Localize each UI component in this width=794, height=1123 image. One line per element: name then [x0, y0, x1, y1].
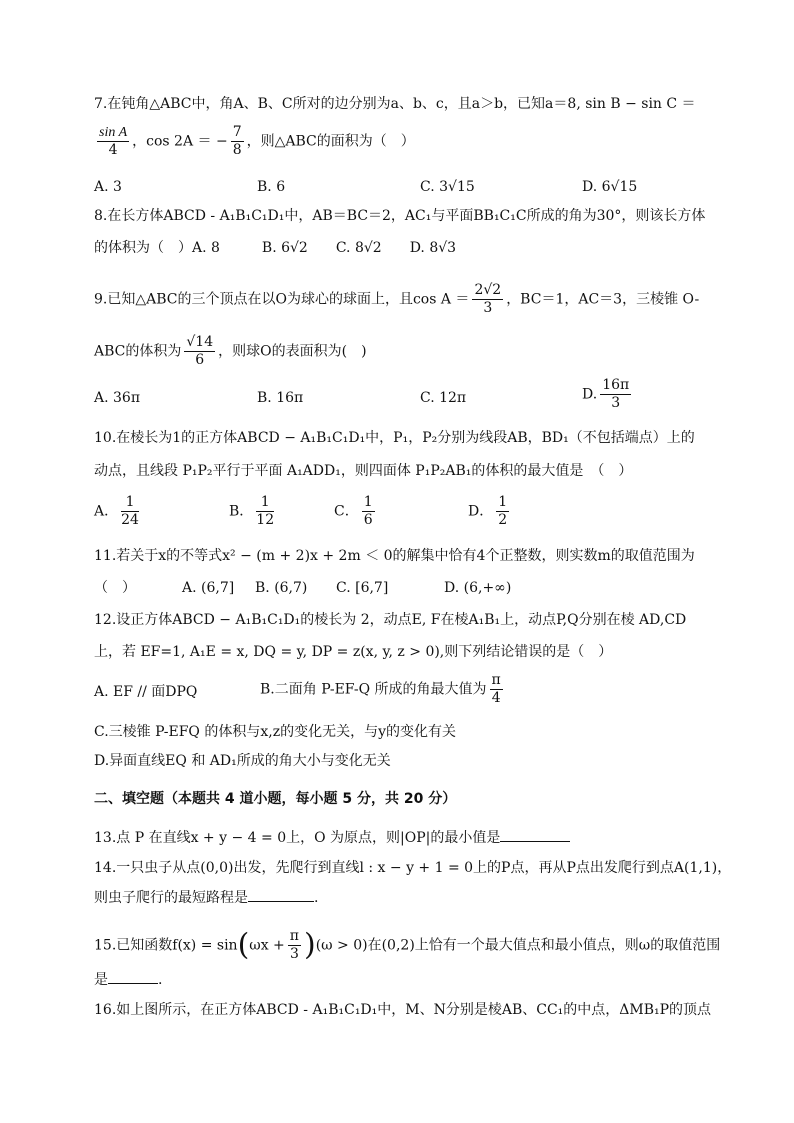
- q15-line2: 是 .: [94, 972, 163, 988]
- q15-line2-text: 是: [94, 972, 108, 988]
- q10-line2: 动点，且线段 P₁P₂平行于平面 A₁ADD₁，则四面体 P₁P₂AB₁的体积的最大值是 （ ）: [94, 463, 633, 479]
- q9-fraction-volume: [184, 334, 215, 369]
- q9-line2-end: ，则球O的表面积为( ): [218, 343, 367, 360]
- q7-line1: 7.在钝角△ABC中，角A、B、C所对的边分别为a、b、c，且a＞b，已知a＝8, sin B − sin C ＝: [94, 96, 696, 112]
- fraction-numerator: sin A: [99, 125, 128, 140]
- option-fraction: [496, 494, 509, 529]
- answer-blank[interactable]: [248, 889, 314, 902]
- q12-option-a: A. EF // 面DPQ: [94, 684, 198, 700]
- fraction-denominator: 8: [232, 142, 242, 158]
- fraction-numerator: √14: [186, 334, 214, 350]
- fraction-denominator: 3: [611, 395, 621, 411]
- q12-option-c: C.三棱锥 P-EFQ 的体积与x,z的变化无关，与y的变化有关: [94, 724, 456, 740]
- q7-line2-mid: ，cos 2A ＝ −: [132, 133, 228, 150]
- q15-line1-start: 15.已知函数f(x) = sin: [94, 937, 238, 954]
- option-label: A．: [94, 503, 119, 520]
- fraction-denominator: 6: [363, 512, 373, 528]
- fraction-numerator: π: [491, 672, 501, 688]
- q14-line2: 则虫子爬行的最短路程是 .: [94, 890, 319, 906]
- q10-option-c: [334, 494, 378, 529]
- option-label: C．: [334, 503, 359, 520]
- q7-option-a: A. 3: [94, 179, 122, 195]
- fraction-denominator: 3: [289, 946, 299, 962]
- q11-option-b: B. (6,7): [255, 580, 308, 596]
- option-fraction: [490, 672, 503, 707]
- answer-blank[interactable]: [108, 971, 158, 984]
- q16-line1: 16.如上图所示，在正方体ABCD - A₁B₁C₁D₁中，M、N分别是棱AB、CC₁的中点，ΔMB₁P的顶点: [94, 1002, 712, 1018]
- q7-option-c: C. 3√15: [420, 179, 475, 195]
- fraction-denominator: 6: [195, 352, 205, 368]
- fraction-numerator: 1: [121, 494, 139, 512]
- option-label: D．: [468, 503, 494, 520]
- q9-option-c: C. 12π: [420, 390, 467, 406]
- q9-line1-end: ，BC＝1，AC＝3，三棱锥 O-: [506, 291, 700, 308]
- q8-line2: 的体积为（ ）A. 8 B. 6√2 C. 8√2 D. 8√3: [94, 240, 457, 256]
- fraction-numerator: 1: [498, 494, 508, 510]
- q7-fraction-sinA-over-4: [97, 124, 129, 159]
- option-text: B.二面角 P-EF-Q 所成的角最大值为: [260, 681, 487, 698]
- q9-fraction-cosA: [472, 282, 503, 317]
- q10-option-a: [94, 494, 142, 529]
- q7-option-d: D. 6√15: [582, 179, 638, 195]
- option-fraction: [121, 494, 139, 529]
- q11-option-a: A. (6,7]: [182, 580, 235, 596]
- fraction-denominator: 3: [483, 300, 493, 316]
- q11-option-d: D. (6,+∞): [444, 580, 512, 596]
- section-heading-fill-in: 二、填空题（本题共 4 道小题，每小题 5 分，共 20 分）: [94, 791, 457, 807]
- q7-line2: [94, 124, 415, 159]
- q9-option-a: A. 36π: [94, 390, 141, 406]
- fraction-denominator: 12: [256, 512, 275, 528]
- q7-line2-end: ，则△ABC的面积为（ ）: [246, 133, 415, 150]
- fraction-denominator: 4: [108, 142, 118, 158]
- q15-fraction-pi-over-3: [288, 928, 301, 963]
- q9-line2: [94, 334, 367, 369]
- q9-option-b: B. 16π: [257, 390, 304, 406]
- option-label: D.: [582, 386, 598, 403]
- q7-fraction-7-over-8: [231, 124, 244, 159]
- fraction-numerator: 2√2: [474, 282, 502, 298]
- q15-line1-end: (ω > 0)在(0,2)上恰有一个最大值点和最小值点，则ω的取值范围: [315, 937, 721, 954]
- q12-line2: 上，若 EF=1, A₁E = x, DQ = y, DP = z(x, y, z > 0),则下列结论错误的是（ ）: [94, 644, 613, 660]
- q15-line1: 15.已知函数f(x) = sin(ωx + $\frac{\pi}{3}$ )(ω > 0)在(0,2)上恰有一个最大值点和最小值点，则ω的取值范围: [94, 927, 721, 963]
- q12-option-b: [260, 672, 506, 707]
- q9-option-d-fraction: [600, 377, 631, 412]
- q11-line1: 11.若关于x的不等式x² − (m + 2)x + 2m ＜ 0的解集中恰有4个正整数，则实数m的取值范围为: [94, 548, 695, 564]
- fraction-denominator: 4: [491, 690, 501, 706]
- q11-option-c: C. [6,7]: [336, 580, 389, 596]
- q10-option-d: [468, 494, 512, 529]
- q9-line2-start: ABC的体积为: [94, 343, 182, 360]
- option-fraction: [362, 494, 375, 529]
- q12-option-d: D.异面直线EQ 和 AD₁所成的角大小与变化无关: [94, 753, 391, 769]
- q9-option-d: [582, 377, 634, 412]
- q8-line1: 8.在长方体ABCD - A₁B₁C₁D₁中，AB＝BC＝2，AC₁与平面BB₁C₁C所成的角为30°，则该长方体: [94, 208, 706, 224]
- q12-line1: 12.设正方体ABCD − A₁B₁C₁D₁的棱长为 2，动点E, F在棱A₁B₁上，动点P,Q分别在棱 AD,CD: [94, 612, 687, 628]
- q10-line1: 10.在棱长为1的正方体ABCD − A₁B₁C₁D₁中，P₁，P₂分别为线段AB，BD₁（不包括端点）上的: [94, 430, 695, 446]
- q9-line1-start: 9.已知△ABC的三个顶点在以O为球心的球面上，且cos A ＝: [94, 291, 470, 308]
- fraction-numerator: 1: [363, 494, 373, 510]
- fraction-numerator: 7: [232, 124, 242, 140]
- q10-option-b: [229, 494, 277, 529]
- q7-option-b: B. 6: [257, 179, 286, 195]
- q14-line1: 14.一只虫子从点(0,0)出发，先爬行到直线l : x − y + 1 = 0上的P点，再从P点出发爬行到点A(1,1)，: [94, 860, 732, 876]
- fraction-numerator: 16π: [602, 377, 630, 393]
- fraction-denominator: 24: [121, 512, 139, 528]
- q9-line1: [94, 282, 699, 317]
- q13-line: [94, 828, 570, 848]
- option-fraction: [256, 494, 274, 529]
- q11-answer-paren: （ ）: [94, 580, 136, 596]
- answer-blank[interactable]: [500, 829, 570, 842]
- fraction-numerator: π: [289, 928, 299, 944]
- option-label: B．: [229, 503, 254, 520]
- q15-inner: ωx +: [249, 937, 285, 954]
- fraction-numerator: 1: [256, 494, 274, 512]
- q13-text: 13.点 P 在直线x + y − 4 = 0上，O 为原点，则|OP|的最小值是: [94, 830, 501, 846]
- q14-line2-text: 则虫子爬行的最短路程是: [94, 890, 248, 906]
- fraction-denominator: 2: [498, 512, 508, 528]
